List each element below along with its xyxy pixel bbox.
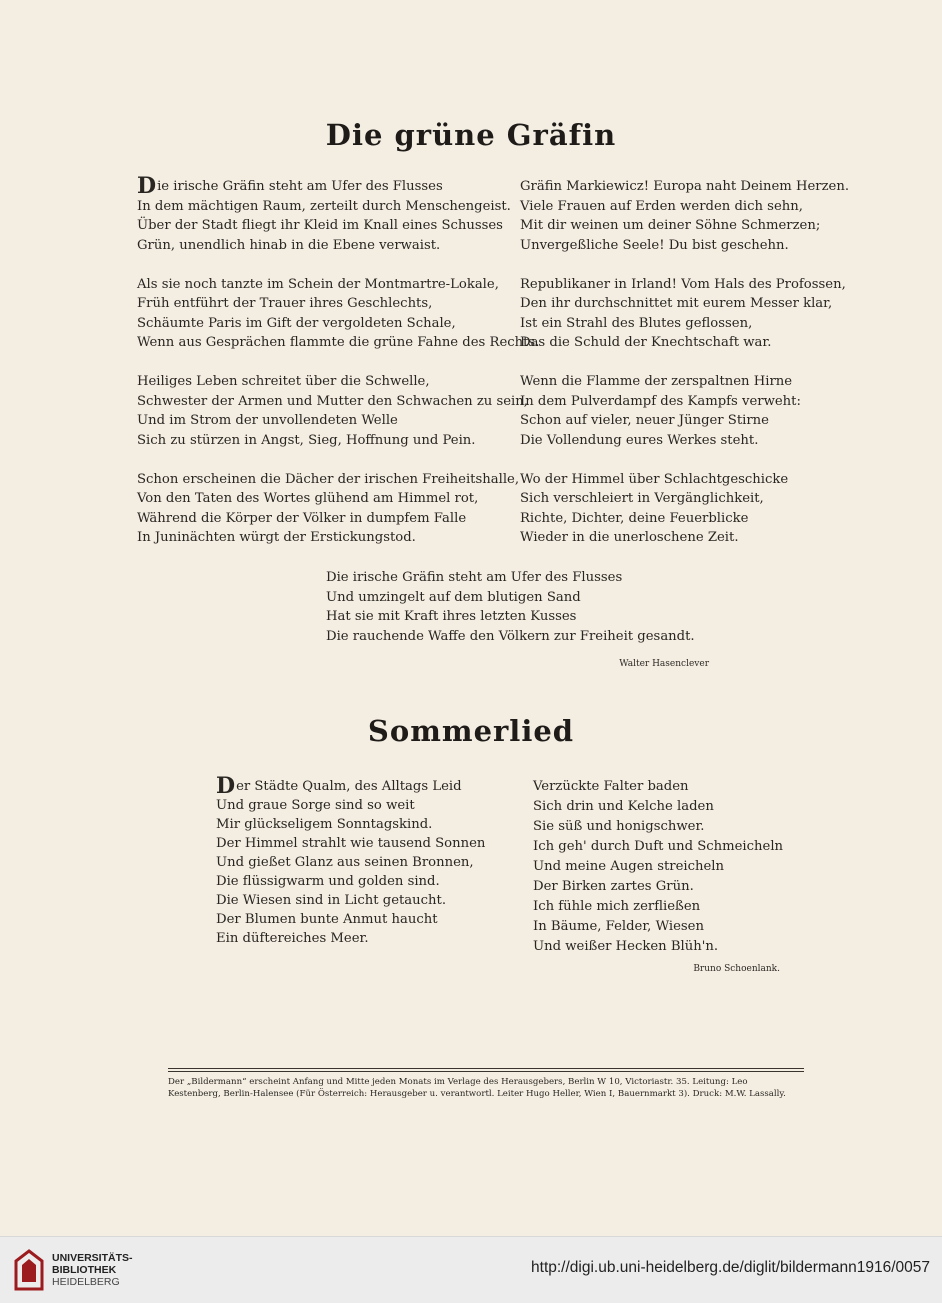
verse-line: Und graue Sorge sind so weit bbox=[216, 798, 415, 813]
imprint-line: Der „Bildermann“ erscheint Anfang und Mitte jeden Monats im Verlage des Herausgebers, Berlin W 10, Victoriastr. 35. Leitung: Leo bbox=[168, 1077, 748, 1087]
stanza bbox=[520, 372, 849, 450]
stanza bbox=[137, 173, 539, 255]
verse-line: Als sie noch tanzte im Schein der Montmartre-Lokale, bbox=[137, 276, 499, 292]
verse-line: Früh entführt der Trauer ihres Geschlechts, bbox=[137, 296, 433, 311]
verse-line: Heiliges Leben schreitet über die Schwelle, bbox=[137, 374, 430, 389]
verse-line: Verzückte Falter baden bbox=[533, 779, 689, 794]
verse-line: Und meine Augen streicheln bbox=[533, 859, 724, 874]
imprint-line: Kestenberg, Berlin-Halensee (Für Österreich: Herausgeber u. verantwortl. Leiter Hugo Heller, Wien I, Bauernmarkt 3). Druck: M.W. Lassally. bbox=[168, 1089, 786, 1099]
verse-line: Schwester der Armen und Mutter den Schwachen zu sein, bbox=[137, 393, 528, 409]
verse-line: Und umzingelt auf dem blutigen Sand bbox=[326, 589, 581, 605]
poem1-final-stanza bbox=[326, 568, 695, 646]
verse-line: In dem Pulverdampf des Kampfs verweht: bbox=[520, 393, 801, 409]
verse-line: In Bäume, Felder, Wiesen bbox=[533, 919, 704, 934]
verse-line: Richte, Dichter, deine Feuerblicke bbox=[520, 510, 749, 526]
verse-line: Sie süß und honigschwer. bbox=[533, 819, 705, 834]
verse-line: Den ihr durchschnittet mit eurem Messer klar, bbox=[520, 296, 833, 311]
verse-line: Der Städte Qualm, des Alltags Leid bbox=[216, 773, 462, 799]
verse-line: Unvergeßliche Seele! Du bist geschehn. bbox=[520, 237, 789, 253]
stanza bbox=[520, 275, 849, 353]
verse-line: Die Wiesen sind in Licht getaucht. bbox=[216, 893, 447, 908]
library-logo-icon bbox=[14, 1249, 44, 1293]
verse-line: Das die Schuld der Knechtschaft war. bbox=[520, 335, 772, 350]
verse-line: Die Vollendung eures Werkes steht. bbox=[520, 432, 759, 448]
verse-line: Schon erscheinen die Dächer der irischen Freiheitshalle, bbox=[137, 471, 520, 487]
verse-line: Die irische Gräfin steht am Ufer des Flusses bbox=[137, 173, 443, 199]
stanza bbox=[520, 177, 849, 255]
footer-rule-bottom bbox=[168, 1071, 804, 1072]
verse-line: Und weißer Hecken Blüh'n. bbox=[533, 939, 719, 954]
poem1-left-column bbox=[137, 173, 540, 567]
permalink-url[interactable]: http://digi.ub.uni-heidelberg.de/diglit/bildermann1916/0057 bbox=[531, 1259, 930, 1276]
verse-line: Viele Frauen auf Erden werden dich sehn, bbox=[520, 198, 803, 214]
poem1-right-column bbox=[520, 177, 849, 567]
logo-line: UNIVERSITÄTS- bbox=[52, 1252, 133, 1264]
verse-line: Über der Stadt fliegt ihr Kleid im Knall eines Schusses bbox=[137, 218, 503, 233]
logo-line: BIBLIOTHEK bbox=[52, 1264, 117, 1276]
verse-line: Der Blumen bunte Anmut haucht bbox=[216, 912, 438, 927]
verse-line: Und im Strom der unvollendeten Welle bbox=[137, 413, 398, 428]
poem1-author: Walter Hasenclever bbox=[619, 659, 709, 669]
verse-line: Schon auf vieler, neuer Jünger Stirne bbox=[520, 413, 769, 428]
stanza bbox=[137, 372, 539, 450]
verse-line: Mir glückseligem Sonntagskind. bbox=[216, 817, 433, 832]
verse-line: Ist ein Strahl des Blutes geflossen, bbox=[520, 315, 753, 331]
library-logo-text bbox=[52, 1252, 133, 1288]
footer-rule-top bbox=[168, 1068, 804, 1069]
stanza bbox=[137, 470, 539, 548]
verse-line: Die rauchende Waffe den Völkern zur Freiheit gesandt. bbox=[326, 628, 695, 644]
verse-line: Gräfin Markiewicz! Europa naht Deinem Herzen. bbox=[520, 179, 850, 194]
verse-line: Und gießet Glanz aus seinen Bronnen, bbox=[216, 855, 474, 870]
verse-line: Der Birken zartes Grün. bbox=[533, 879, 694, 894]
verse-line: Wieder in die unerloschene Zeit. bbox=[520, 530, 739, 545]
verse-line: Mit dir weinen um deiner Söhne Schmerzen; bbox=[520, 218, 821, 233]
verse-line: Hat sie mit Kraft ihres letzten Kusses bbox=[326, 609, 577, 624]
verse-line: Sich verschleiert in Vergänglichkeit, bbox=[520, 491, 764, 506]
stanza bbox=[520, 470, 849, 548]
poem2-left-column bbox=[216, 773, 486, 948]
poem2-author: Bruno Schoenlank. bbox=[693, 964, 780, 974]
verse-line: Der Himmel strahlt wie tausend Sonnen bbox=[216, 836, 486, 851]
logo-line: HEIDELBERG bbox=[52, 1276, 120, 1288]
verse-line: Ich geh' durch Duft und Schmeicheln bbox=[533, 839, 784, 854]
poem2-title: Sommerlied bbox=[367, 714, 575, 748]
verse-line: Grün, unendlich hinab in die Ebene verwaist. bbox=[137, 237, 441, 253]
stanza bbox=[137, 275, 539, 353]
poem2-right-column bbox=[533, 777, 783, 957]
verse-line: Wenn die Flamme der zerspaltnen Hirne bbox=[520, 374, 793, 389]
imprint-footer bbox=[168, 1076, 804, 1100]
verse-line: Wenn aus Gesprächen flammte die grüne Fahne des Rechts. bbox=[137, 335, 540, 350]
verse-line: Ein düftereiches Meer. bbox=[216, 931, 369, 946]
viewer-bar bbox=[0, 1236, 942, 1303]
verse-line: Die flüssigwarm und golden sind. bbox=[216, 874, 440, 889]
verse-line: Die irische Gräfin steht am Ufer des Flusses bbox=[326, 570, 623, 585]
verse-line: Sich drin und Kelche laden bbox=[533, 799, 714, 814]
poem1-title: Die grüne Gräfin bbox=[325, 118, 617, 152]
verse-line: Sich zu stürzen in Angst, Sieg, Hoffnung und Pein. bbox=[137, 432, 476, 448]
verse-line: Von den Taten des Wortes glühend am Himmel rot, bbox=[137, 491, 479, 506]
verse-line: In Juninächten würgt der Erstickungstod. bbox=[137, 530, 416, 545]
verse-line: Ich fühle mich zerfließen bbox=[533, 899, 701, 914]
verse-line: Schäumte Paris im Gift der vergoldeten Schale, bbox=[137, 315, 456, 331]
verse-line: Wo der Himmel über Schlachtgeschicke bbox=[520, 471, 789, 487]
verse-line: Während die Körper der Völker in dumpfem Falle bbox=[137, 510, 467, 526]
verse-line: Republikaner in Irland! Vom Hals des Profossen, bbox=[520, 276, 846, 292]
verse-line: In dem mächtigen Raum, zerteilt durch Menschengeist. bbox=[137, 198, 511, 214]
